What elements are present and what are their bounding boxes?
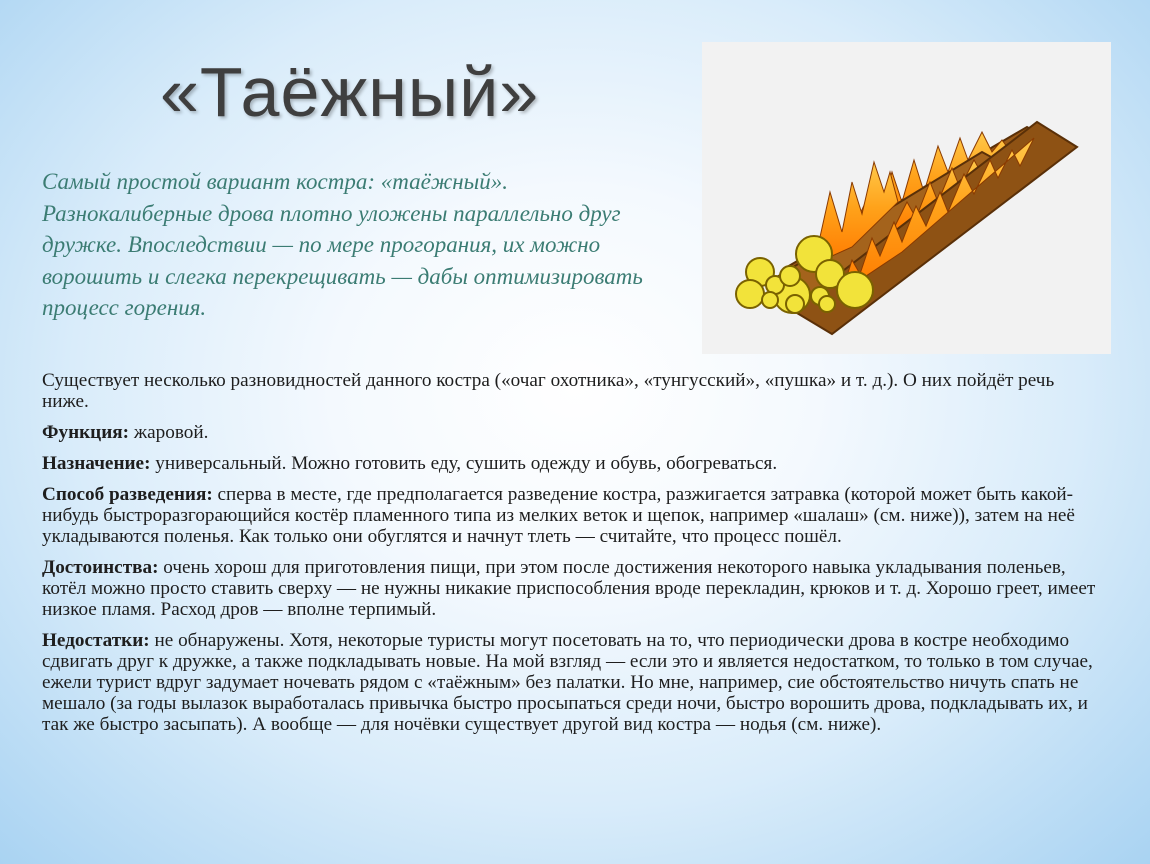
disadvantages-text: не обнаружены. Хотя, некоторые туристы могут посетовать на то, что периодически дрова в костре необходимо сдвигать друг к дружке, а также подкладывать новые. На мой взгляд — если это и является недостатком, то только в том случае, ежели турист вдруг задумает ночевать рядом с «таёжным» без палатки. Но мне, например, сие обстоятельство ничуть спать не мешало (за годы вылазок выработалась привычка быстро просыпаться среди ночи, быстро ворошить дрова, подкладывать их, и так же быстро засыпать). А вообще — для ночёвки существует другой вид костра — нодья (см. ниже). [42,630,1093,735]
advantages-text: очень хорош для приготовления пищи, при этом после достижения некоторого навыка укладывания поленьев, котёл можно просто ставить сверху — не нужны никакие приспособления вроде перекладин, крюков и т. д. Хорошо греет, имеет низкое пламя. Расход дров — вполне терпимый. [42,557,1096,620]
purpose-label: Назначение: [42,453,151,474]
purpose-paragraph [42,453,1104,474]
purpose-text: универсальный. Можно готовить еду, сушить одежду и обувь, обогреваться. [155,453,778,474]
method-text: сперва в месте, где предполагается разведение костра, разжигается затравка (которой может быть какой-нибудь быстроразгорающийся костёр пламенного типа из мелких веток и щепок, например «шалаш» (см. ниже)), затем на неё укладываются поленья. Как только они обуглятся и начнут тлеть — считайте, что процесс пошёл. [42,484,1075,547]
disadvantages-paragraph [42,630,1104,735]
advantages-label: Достоинства: [42,557,159,578]
function-label: Функция: [42,422,130,443]
function-text: жаровой. [133,422,209,443]
overview-paragraph: Существует несколько разновидностей данного костра («очаг охотника», «тунгусский», «пушка» и т. д.). О них пойдёт речь ниже. [42,370,1055,412]
function-paragraph [42,422,1104,443]
intro-text: Самый простой вариант костра: «таёжный». Разнокалиберные дрова плотно уложены параллельно друг дружке. Впоследствии — по мере прогорания, их можно ворошить и слегка перекрещивать — дабы оптимизировать процесс горения. [42,169,643,320]
method-paragraph [42,484,1104,547]
page-title: «Таёжный» [160,53,540,131]
campfire-logs-icon [702,42,1111,354]
method-label: Способ разведения: [42,484,213,505]
advantages-paragraph [42,557,1104,620]
description-section [42,370,1104,745]
disadvantages-label: Недостатки: [42,630,150,651]
campfire-logs-illustration [702,42,1111,354]
